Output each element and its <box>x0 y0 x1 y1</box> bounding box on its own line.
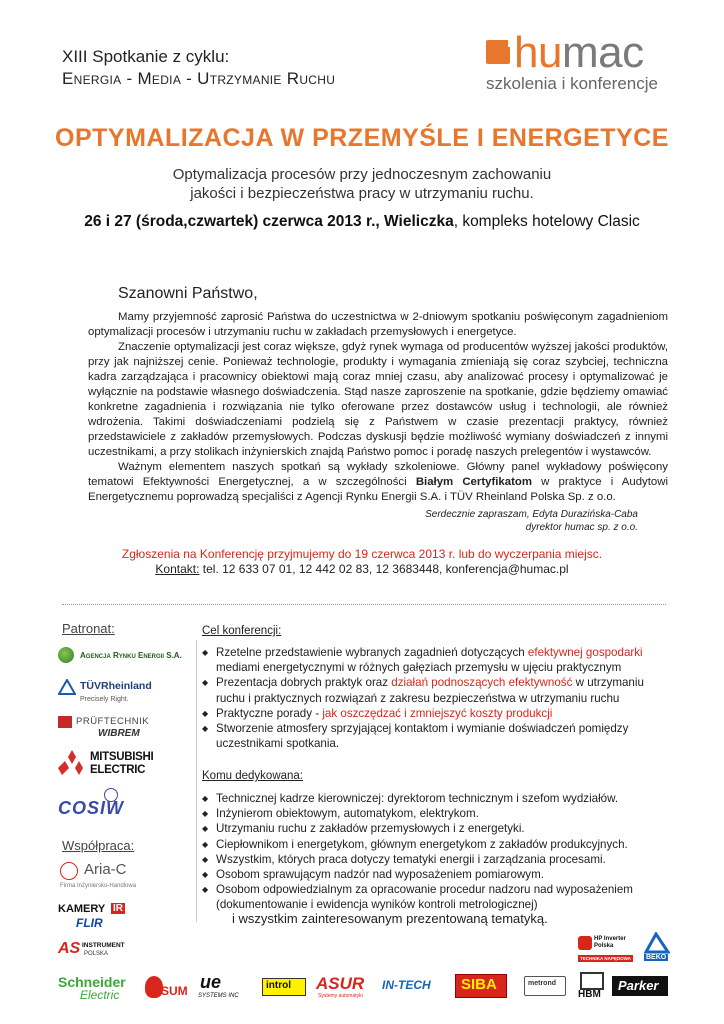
column-separator <box>196 640 197 922</box>
contact-line <box>0 562 724 577</box>
signature-line2: dyrektor humac sp. z o.o. <box>525 522 638 533</box>
metrond-logo <box>524 976 568 998</box>
subtitle-line1: Optymalizacja procesów przy jednoczesnym zachowaniu <box>172 166 552 183</box>
instrument-text: INSTRUMENT <box>82 942 125 949</box>
logo-hu: hu <box>514 28 562 77</box>
registration-deadline: Zgłoszenia na Konferencję przyjmujemy do 19 czerwca 2013 r. lub do wyczerpania miejsc. <box>121 547 603 561</box>
page-title: OPTYMALIZACJA W PRZEMYŚLE I ENERGETYCE <box>55 124 669 152</box>
subtitle-line2: jakości i bezpieczeństwa pracy w utrzymaniu ruchu. <box>190 185 534 202</box>
greeting: Szanowni Państwo, <box>118 285 258 302</box>
parker-text: Parker <box>618 978 659 993</box>
komu-list <box>202 791 670 913</box>
registration-info <box>0 547 724 577</box>
beko-text: BEKO <box>646 954 667 961</box>
cel-label: Cel konferencji: <box>202 625 282 637</box>
logo-mac: mac <box>561 28 644 77</box>
hbm-icon <box>580 972 604 990</box>
letter-body <box>88 310 668 505</box>
hbm-text: HBM <box>578 989 601 1000</box>
series-line1: XIII Spotkanie z cyklu: <box>62 47 230 66</box>
hp-icon <box>578 936 592 950</box>
tuv-logo <box>58 678 188 710</box>
cel-item-text: Prezentacja dobrych praktyk oraz <box>216 676 392 690</box>
komu-label: Komu dedykowana: <box>202 770 304 782</box>
cel-item <box>202 706 670 721</box>
komu-item: ◆ Osobom sprawującym nadzór nad wyposażeniem pomiarowym. <box>202 867 670 882</box>
electric-text: Electric <box>80 988 120 1002</box>
tuv-name: TÜVRheinland <box>80 680 152 692</box>
series-heading <box>62 46 335 90</box>
komu-item: ◆ Inżynierom obiektowym, automatykom, elektrykom. <box>202 806 670 821</box>
cel-item <box>202 675 670 705</box>
kamery-text: KAMERY <box>58 903 106 915</box>
aria-c-text: Aria-C <box>84 861 127 878</box>
in-tech-logo <box>382 976 444 998</box>
wspolpraca-label: Współpraca: <box>62 838 135 853</box>
pruftechnik-icon <box>58 716 72 728</box>
cel-item <box>202 645 670 675</box>
p3-text-c: w praktyce i Audytowi Energetycznemu poprowadzą specjaliści z Agencji Rynku Energii S.A. i TÜV Rheinland Polska Sp. z o.o. <box>88 476 668 503</box>
mitsubishi-text: MITSUBISHI <box>90 751 154 763</box>
letter-paragraph-1: Mamy przyjemność zaprosić Państwa do uczestnictwa w 2-dniowym spotkaniu poświęconym zagadnieniom optymalizacji procesów i utrzymaniu ruchu w zakładach przemysłowych i energetyce. <box>88 311 668 338</box>
sum-logo <box>145 976 187 1004</box>
mitsubishi-diamonds-icon <box>58 750 86 776</box>
ue-text: ue <box>200 972 222 992</box>
are-logo-text: Agencja Rynku Energii S.A. <box>80 651 182 660</box>
metrond-text: metrond <box>528 980 556 987</box>
siba-logo <box>455 974 507 998</box>
cel-item-text: w utrzymaniu ruchu i praktycznych rozwiązań z zakresu bezpieczeństwa w utrzymaniu ruchu <box>216 676 644 705</box>
komu-item: ◆ Utrzymaniu ruchu z zakładów przemysłowych i z energetyki. <box>202 821 670 836</box>
kamery-ir-logo <box>58 903 178 933</box>
subtitle <box>0 165 724 203</box>
beko-logo <box>640 932 674 966</box>
cel-item-text: Rzetelne przedstawienie wybranych zagadnień dotyczących <box>216 646 528 659</box>
sum-text: SUM <box>161 984 188 998</box>
section-divider <box>62 604 666 605</box>
as-instrument-logo <box>58 940 178 962</box>
asur-text: ASUR <box>316 974 365 993</box>
are-logo <box>58 645 188 669</box>
p3-text-a: Ważnym elementem naszych spotkań są wykłady szkoleniowe. Główny panel wykładowy poświęcony tematowi Efektywności Energetycznej, a w szczególności <box>88 461 668 488</box>
polska-text: POLSKA <box>84 951 109 957</box>
cel-item <box>202 721 670 751</box>
as-mark-icon: AS <box>58 940 81 957</box>
cel-item-highlight: jak oszczędzać i zmniejszyć koszty produkcji <box>322 706 553 720</box>
cel-item-text: mediami energetycznymi w różnych gałęziach przemysłu w ujęciu praktycznym <box>216 661 622 675</box>
letter-paragraph-3 <box>88 460 668 505</box>
komu-item: ◆ Technicznej kadrze kierowniczej: dyrektorom technicznym i szefom wydziałów. <box>202 791 670 806</box>
are-logo-icon <box>58 647 74 663</box>
tuv-tagline: Precisely Right. <box>80 696 129 703</box>
contact-details[interactable]: tel. 12 633 07 01, 12 442 02 83, 12 3683448, konferencja@humac.pl <box>199 562 569 576</box>
pruftechnik-logo <box>58 715 188 743</box>
komu-item: ◆ Wszystkim, których praca dotyczy tematyki energii i zarządzania procesami. <box>202 852 670 867</box>
humac-logo-icon <box>486 40 510 64</box>
aria-c-tagline: Firma Inżyniersko-Handlowa <box>60 883 137 889</box>
wibrem-text: WIBREM <box>98 728 140 739</box>
cel-item-highlight: działań podnoszących efektywność <box>391 676 573 690</box>
date-rest: , kompleks hotelowy Clasic <box>453 213 640 230</box>
ir-badge: IR <box>113 903 123 914</box>
contact-label: Kontakt: <box>155 562 200 576</box>
hbm-logo <box>578 972 606 1002</box>
komu-item: ◆ Ciepłownikom i energetykom, głównym energetykom z zakładów produkcyjnych. <box>202 837 670 852</box>
flir-text: FLIR <box>76 916 103 930</box>
mitsubishi-logo <box>58 748 188 780</box>
cel-item-text: Stworzenie atmosfery sprzyjającej kontaktom i wymianie doświadczeń pomiędzy uczestnikami spotkania. <box>216 722 629 751</box>
humac-logo <box>514 28 644 78</box>
hp-tagline: TECHNIKA NAPĘDOWA <box>580 956 631 961</box>
logo-tagline: szkolenia i konferencje <box>486 74 658 93</box>
p3-bold: Białym Certyfikatom <box>415 476 532 488</box>
aria-c-icon <box>60 862 78 880</box>
in-tech-text: IN-TECH <box>382 978 431 992</box>
introl-text: introl <box>266 980 291 991</box>
signature-line1: Serdecznie zapraszam, Edyta Durazińska-Caba <box>425 509 638 520</box>
beko-emblem-icon <box>644 932 670 954</box>
signature <box>360 508 638 534</box>
ue-systems-logo <box>198 974 254 1004</box>
komu-item: ◆ Osobom odpowiedzialnym za opracowanie procedur nadzoru nad wyposażeniem (dokumentowanie i ewidencja wyników kontroli metrologicznej) <box>202 882 670 912</box>
asur-tagline: Systemy automatyki <box>318 993 363 999</box>
tuv-triangle-icon <box>58 679 76 695</box>
schneider-text: Schneider <box>58 974 126 990</box>
pruftechnik-text: PRÜFTECHNIK <box>76 716 150 727</box>
parker-logo <box>612 976 670 1000</box>
aria-c-logo <box>60 860 180 892</box>
hp-text: HP Inverter Polska <box>594 936 626 949</box>
cosiw-logo <box>58 788 158 818</box>
series-line2: Energia - Media - Utrzymanie Ruchu <box>62 69 336 88</box>
cel-item-text: Praktyczne porady - <box>216 706 323 720</box>
cosiw-text: COSIW <box>58 798 124 818</box>
schneider-logo <box>58 974 136 1004</box>
letter-paragraph-2: Znaczenie optymalizacji jest coraz większe, gdyż rynek wymaga od producentów wyższej jakości produktów, przy jak najniższej cenie. Ponieważ technologie, produkty i wymagania zmieniają się coraz szybciej, techniczna kadra zarządzająca i pracownicy obiektowi mają coraz mniej czasu, aby analizować procesy i optymalizować je wyłącznie na podstawie własnego doświadczenia. Stąd nasze zaproszenie na spotkanie, gdzie będziemy omawiać konkretne zagadnienia i rozwiązania nie tylko oferowane przez dostawców usług i technologii, ale również wdrożenia. Takimi doświadczeniami podzielą się z Państwem w czasie prezentacji praktycy, również przedstawiciele z zakładów przemysłowych. Podczas dyskusji będzie możliwość wymiany doświadczeń z innymi uczestnikami, a przy stolikach inżynierskich znajdą Państwo pomoc i poradę naszych prelegentów i wystawców. <box>88 341 668 458</box>
hp-inverter-logo <box>578 936 636 966</box>
cel-item-highlight: efektywnej gospodarki <box>527 646 643 659</box>
patronat-label: Patronat: <box>62 621 115 636</box>
ue-systems-text: SYSTEMS INC <box>198 993 239 999</box>
electric-text: ELECTRIC <box>90 764 146 776</box>
cel-list <box>202 645 670 751</box>
komu-closing: i wszystkim zainteresowanym prezentowaną tematyką. <box>232 911 548 926</box>
siba-text: SIBA <box>461 976 497 993</box>
introl-logo <box>262 978 306 998</box>
event-date-location <box>0 213 724 231</box>
asur-logo <box>316 974 376 1004</box>
date-bold: 26 i 27 (środa,czwartek) czerwca 2013 r., Wieliczka <box>84 213 454 230</box>
